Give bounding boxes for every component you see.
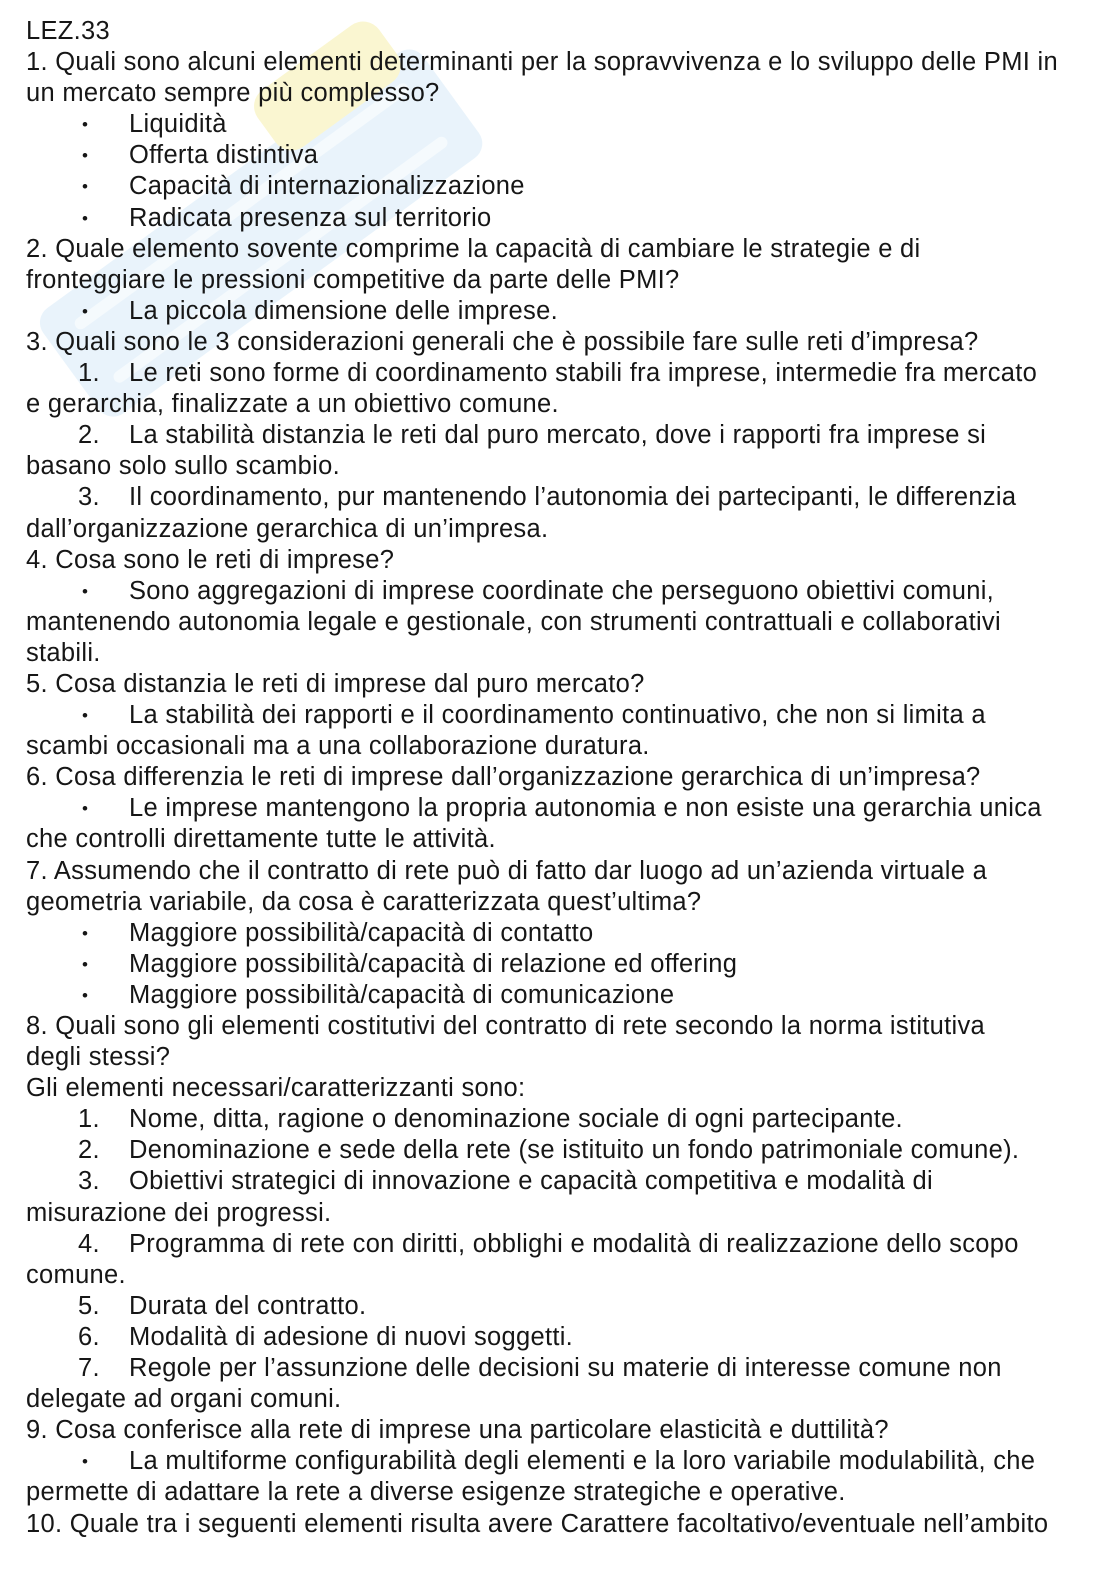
bullet-marker: • [82, 1452, 89, 1472]
answer-text: Maggiore possibilità/capacità di comunicazione [129, 980, 675, 1009]
number-marker: 6. [78, 1322, 100, 1351]
question-9 [0, 1415, 1116, 1508]
answer-item [0, 296, 1116, 327]
answer-item [0, 420, 1116, 482]
bullet-marker: • [82, 954, 89, 974]
answer-item [0, 1446, 1116, 1508]
question-text: 1. Quali sono alcuni elementi determinanti per la sopravvivenza e lo sviluppo delle PMI in [26, 48, 1058, 77]
answer-text: che controlli direttamente tutte le attività. [26, 825, 496, 854]
question-4 [0, 545, 1116, 669]
answer-item [0, 109, 1116, 140]
answer-text: delegate ad organi comuni. [26, 1385, 342, 1414]
answer-text: Maggiore possibilità/capacità di relazione ed offering [129, 949, 738, 978]
bullet-marker: • [82, 146, 89, 166]
answer-line [0, 1353, 1116, 1384]
answer-text: stabili. [26, 638, 101, 667]
number-marker: 7. [78, 1354, 100, 1383]
answer-item [0, 1135, 1116, 1166]
question-text: 5. Cosa distanzia le reti di imprese dal puro mercato? [26, 669, 645, 698]
answer-text: Programma di rete con diritti, obblighi e modalità di realizzazione dello scopo [129, 1229, 1019, 1258]
question-3 [0, 327, 1116, 545]
answer-text: Sono aggregazioni di imprese coordinate che perseguono obiettivi comuni, [129, 576, 995, 605]
answer-line [0, 358, 1116, 389]
number-marker: 3. [78, 1167, 100, 1196]
answer-text: e gerarchia, finalizzate a un obiettivo comune. [26, 390, 559, 419]
question-text: geometria variabile, da cosa è caratterizzata quest’ultima? [26, 887, 702, 916]
bullet-marker: • [82, 301, 89, 321]
question-text: degli stessi? [26, 1043, 171, 1072]
number-marker: 1. [78, 359, 100, 388]
answer-item [0, 949, 1116, 980]
answer-text: Offerta distintiva [129, 141, 319, 170]
question-text: 2. Quale elemento sovente comprime la capacità di cambiare le strategie e di [26, 234, 921, 263]
bullet-marker: • [82, 923, 89, 943]
answer-item [0, 980, 1116, 1011]
answer-item [0, 171, 1116, 202]
bullet-marker: • [82, 115, 89, 135]
answer-line [0, 793, 1116, 824]
answer-text: misurazione dei progressi. [26, 1198, 332, 1227]
answer-text: Durata del contratto. [129, 1291, 367, 1320]
answer-text: La multiforme configurabilità degli elementi e la loro variabile modulabilità, che [129, 1447, 1036, 1476]
answer-line [0, 1166, 1116, 1197]
answer-item [0, 482, 1116, 544]
bullet-marker: • [82, 581, 89, 601]
question-5 [0, 669, 1116, 762]
answer-text: La stabilità dei rapporti e il coordinamento continuativo, che non si limita a [129, 701, 986, 730]
answer-text: dall’organizzazione gerarchica di un’impresa. [26, 514, 549, 543]
answer-item [0, 1166, 1116, 1228]
lecture-title: LEZ.33 [26, 17, 111, 45]
bullet-marker: • [82, 985, 89, 1005]
answer-item [0, 358, 1116, 420]
question-text: 4. Cosa sono le reti di imprese? [26, 545, 395, 574]
question-7 [0, 856, 1116, 1011]
question-text: 7. Assumendo che il contratto di rete può di fatto dar luogo ad un’azienda virtuale a [26, 856, 988, 885]
number-marker: 4. [78, 1229, 100, 1258]
answer-text: scambi occasionali ma a una collaborazione duratura. [26, 732, 650, 761]
bullet-marker: • [82, 208, 89, 228]
answer-text: basano solo sullo scambio. [26, 452, 340, 481]
bullet-marker: • [82, 799, 89, 819]
question-8 [0, 1011, 1116, 1415]
bullet-marker: • [82, 177, 89, 197]
answer-text: Capacità di internazionalizzazione [129, 172, 525, 201]
answer-item [0, 700, 1116, 762]
answer-item [0, 140, 1116, 171]
question-10 [0, 1509, 1116, 1540]
answer-text: Il coordinamento, pur mantenendo l’autonomia dei partecipanti, le differenzia [129, 483, 1017, 512]
answer-text: Liquidità [129, 110, 227, 139]
answer-line [0, 420, 1116, 451]
question-text: 3. Quali sono le 3 considerazioni generali che è possibile fare sulle reti d’impresa? [26, 327, 979, 356]
question-text: un mercato sempre più complesso? [26, 79, 440, 108]
number-marker: 2. [78, 1136, 100, 1165]
question-6 [0, 762, 1116, 855]
answer-line [0, 1229, 1116, 1260]
answer-text: Denominazione e sede della rete (se istituito un fondo patrimoniale comune). [129, 1136, 1020, 1165]
document-content [0, 16, 1116, 1540]
number-marker: 3. [78, 483, 100, 512]
answer-item [0, 203, 1116, 234]
answer-text: mantenendo autonomia legale e gestionale, con strumenti contrattuali e collaborativi [26, 607, 1001, 636]
question-text: fronteggiare le pressioni competitive da parte delle PMI? [26, 265, 680, 294]
question-text: 9. Cosa conferisce alla rete di imprese una particolare elasticità e duttilità? [26, 1416, 889, 1445]
answer-item [0, 1322, 1116, 1353]
question-text: 10. Quale tra i seguenti elementi risulta avere Carattere facoltativo/eventuale nell’ambito [26, 1509, 1049, 1538]
question-text: 6. Cosa differenzia le reti di imprese dall’organizzazione gerarchica di un’impresa? [26, 763, 981, 792]
answer-item [0, 1291, 1116, 1322]
answer-text: Maggiore possibilità/capacità di contatto [129, 918, 594, 947]
number-marker: 2. [78, 421, 100, 450]
answer-text: Regole per l’assunzione delle decisioni su materie di interesse comune non [129, 1354, 1002, 1383]
answer-text: Radicata presenza sul territorio [129, 203, 492, 232]
answer-intro: Gli elementi necessari/caratterizzanti sono: [26, 1074, 526, 1103]
answer-item [0, 793, 1116, 855]
answer-text: comune. [26, 1260, 126, 1289]
answer-line [0, 576, 1116, 607]
answer-text: permette di adattare la rete a diverse esigenze strategiche e operative. [26, 1478, 846, 1507]
answer-text: Obiettivi strategici di innovazione e capacità competitiva e modalità di [129, 1167, 934, 1196]
answer-text: Modalità di adesione di nuovi soggetti. [129, 1322, 574, 1351]
answer-text: Le imprese mantengono la propria autonomia e non esiste una gerarchia unica [129, 794, 1042, 823]
answer-item [0, 576, 1116, 669]
answer-text: La stabilità distanzia le reti dal puro mercato, dove i rapporti fra imprese si [129, 421, 987, 450]
answer-item [0, 1353, 1116, 1415]
answer-item [0, 1229, 1116, 1291]
answer-item [0, 918, 1116, 949]
number-marker: 1. [78, 1105, 100, 1134]
bullet-marker: • [82, 706, 89, 726]
answer-line [0, 1446, 1116, 1477]
answer-line [0, 482, 1116, 513]
question-1 [0, 47, 1116, 234]
question-2 [0, 234, 1116, 327]
answer-text: La piccola dimensione delle imprese. [129, 296, 558, 325]
question-text: 8. Quali sono gli elementi costitutivi del contratto di rete secondo la norma istitutiva [26, 1012, 986, 1040]
answer-line [0, 700, 1116, 731]
number-marker: 5. [78, 1291, 100, 1320]
answer-text: Nome, ditta, ragione o denominazione sociale di ogni partecipante. [129, 1105, 903, 1134]
answer-text: Le reti sono forme di coordinamento stabili fra imprese, intermedie fra mercato [129, 359, 1038, 388]
answer-item [0, 1104, 1116, 1135]
